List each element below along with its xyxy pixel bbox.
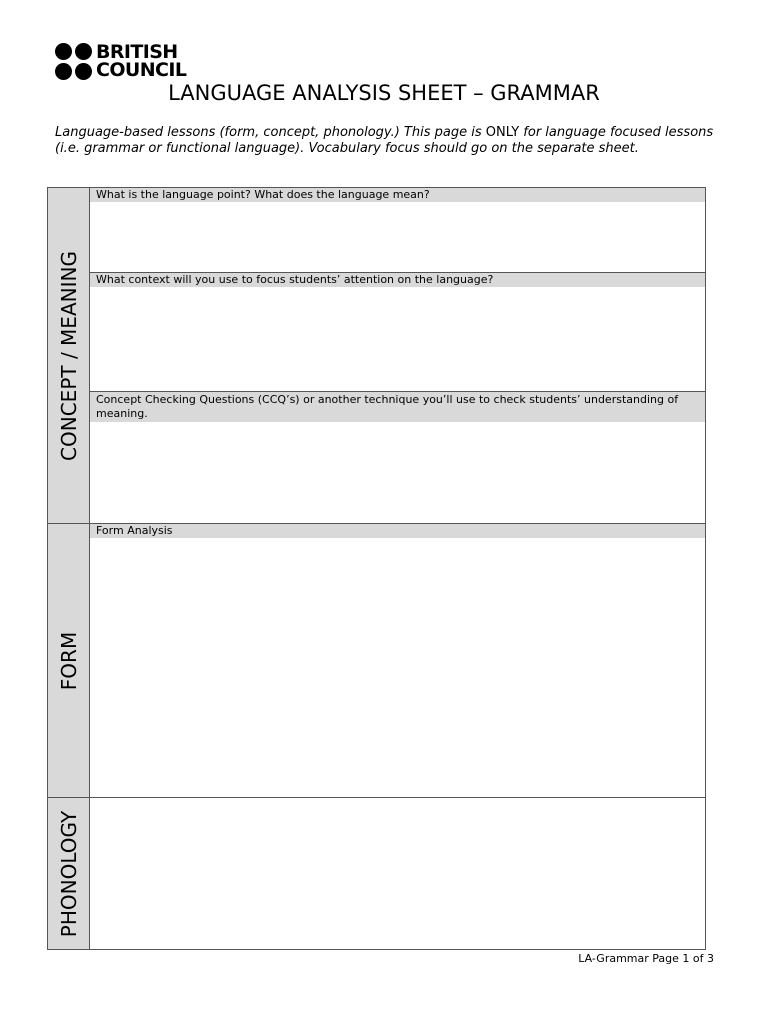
page-footer: LA-Grammar Page 1 of 3 [578, 952, 714, 965]
form-analysis-field [90, 524, 705, 797]
logo-line-2: COUNCIL [96, 59, 187, 81]
logo-wordmark [96, 43, 186, 79]
form-side [48, 524, 90, 797]
concept-meaning-section [48, 188, 705, 523]
concept-meaning-side [48, 188, 90, 523]
language-point-input[interactable] [90, 202, 705, 271]
page-title: LANGUAGE ANALYSIS SHEET – GRAMMAR [168, 81, 600, 105]
ccq-field [90, 391, 705, 523]
language-point-label: What is the language point? What does the language mean? [90, 188, 705, 202]
context-input[interactable] [90, 287, 705, 390]
logo-dots-icon [55, 43, 92, 80]
form-analysis-input[interactable] [90, 538, 705, 796]
logo-line-1: BRITISH [96, 41, 178, 63]
phonology-section [48, 797, 705, 949]
form-section [48, 523, 705, 797]
phonology-label: PHONOLOGY [56, 810, 81, 937]
intro-part-1: Language-based lessons (form, concept, phonology.) This page is [55, 125, 486, 140]
language-point-field [90, 188, 705, 272]
context-label: What context will you use to focus students’ attention on the language? [90, 273, 705, 287]
ccq-input[interactable] [90, 422, 705, 522]
form-analysis-label: Form Analysis [90, 524, 705, 538]
phonology-field [90, 798, 705, 949]
intro-emphasis: ONLY [485, 125, 520, 140]
context-field [90, 272, 705, 391]
phonology-input[interactable] [90, 798, 705, 949]
analysis-form [47, 187, 706, 950]
phonology-side [48, 798, 90, 949]
form-label: FORM [56, 631, 81, 690]
ccq-label: Concept Checking Questions (CCQ’s) or another technique you’ll use to check students’ understanding of meaning. [90, 392, 705, 422]
intro-text [55, 125, 715, 157]
concept-meaning-label: CONCEPT / MEANING [56, 250, 81, 461]
intro-part-2: for language focused lessons (i.e. grammar or functional language). Vocabulary focus should go on the separate sheet. [55, 125, 714, 156]
british-council-logo [55, 42, 186, 80]
